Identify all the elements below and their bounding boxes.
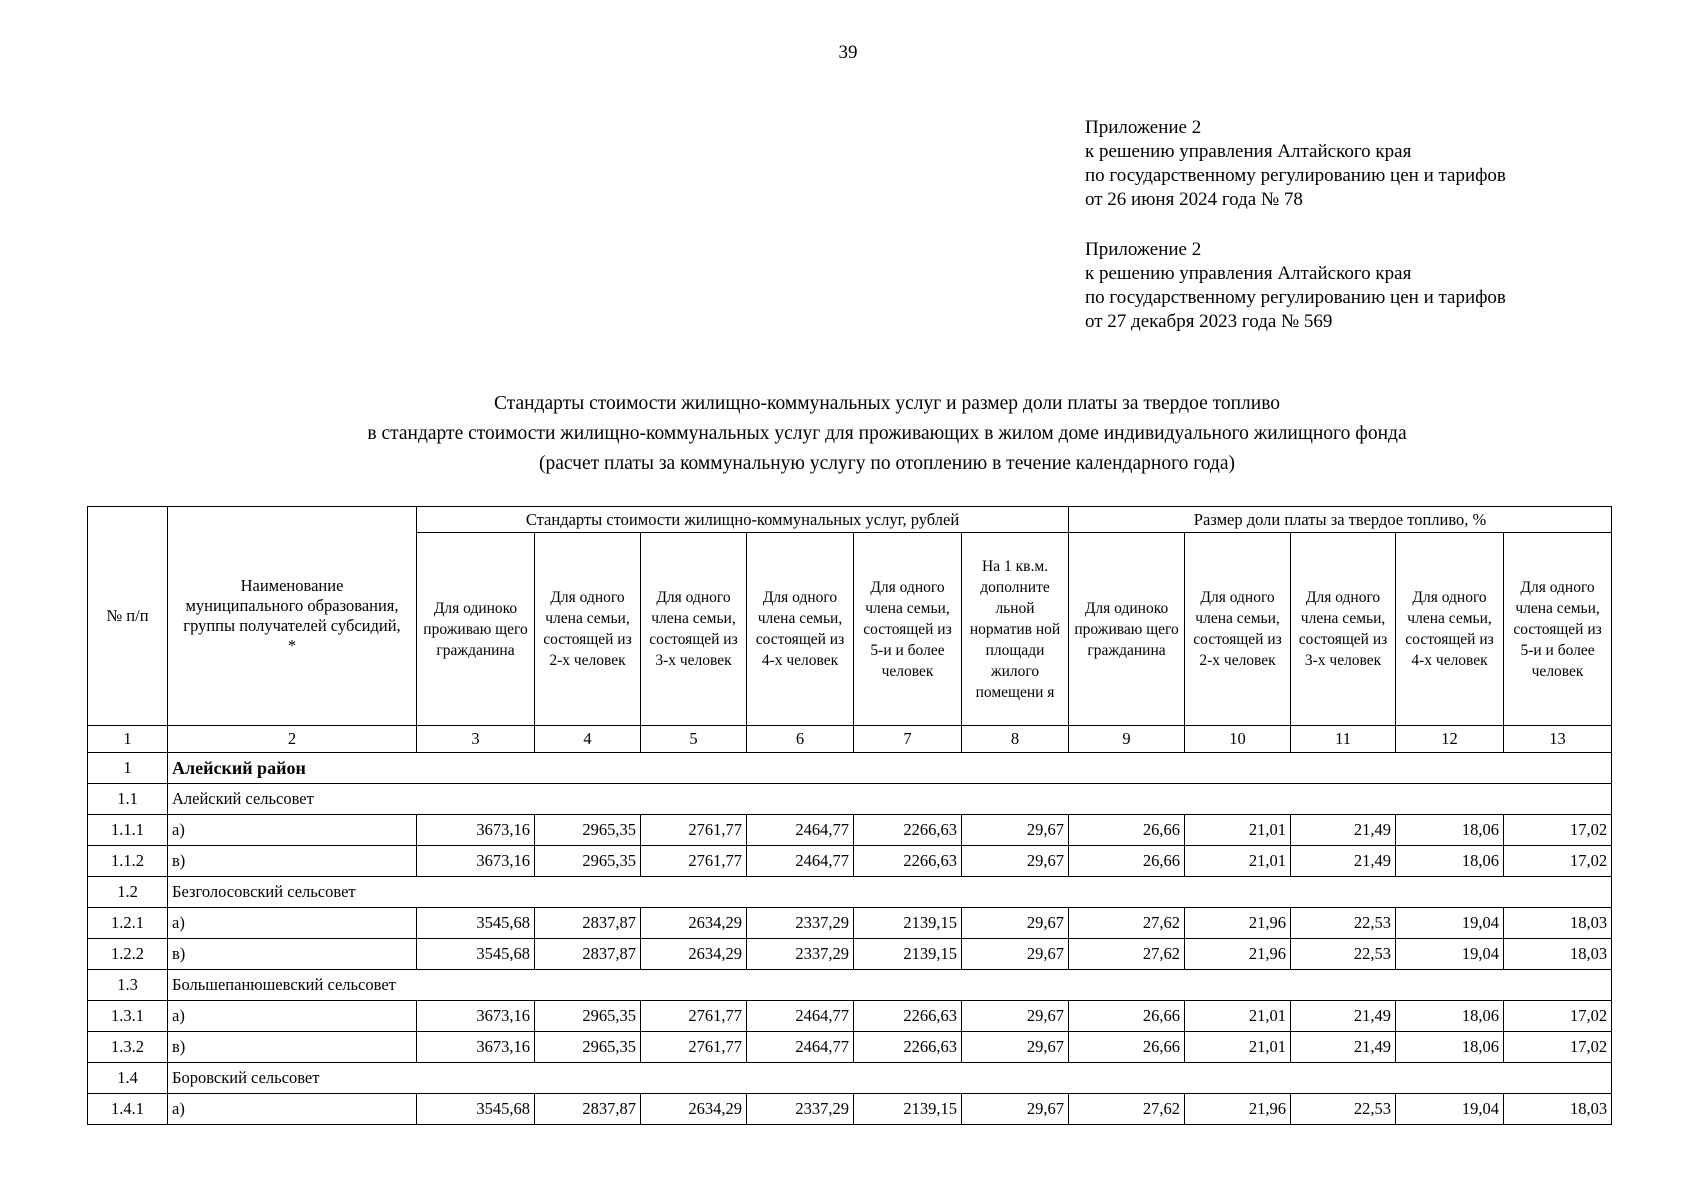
row-number: 1.4 bbox=[88, 1063, 168, 1094]
recipient-group: а) bbox=[168, 908, 417, 939]
value-cell: 17,02 bbox=[1504, 1001, 1612, 1032]
column-number: 2 bbox=[168, 726, 417, 753]
settlement-name: Большепанюшевский сельсовет bbox=[168, 970, 1612, 1001]
settlement-name: Алейский сельсовет bbox=[168, 784, 1612, 815]
value-cell: 22,53 bbox=[1291, 908, 1396, 939]
value-cell: 26,66 bbox=[1069, 846, 1185, 877]
column-number: 12 bbox=[1396, 726, 1504, 753]
settlement-row bbox=[88, 784, 1612, 815]
value-cell: 2965,35 bbox=[535, 815, 641, 846]
value-cell: 2464,77 bbox=[747, 1032, 854, 1063]
title-line: в стандарте стоимости жилищно-коммунальных услуг для проживающих в жилом доме индивидуального жилищного фонда bbox=[367, 423, 1407, 444]
value-cell: 17,02 bbox=[1504, 846, 1612, 877]
value-cell: 22,53 bbox=[1291, 1094, 1396, 1125]
value-cell: 18,03 bbox=[1504, 1094, 1612, 1125]
value-cell: 29,67 bbox=[962, 1001, 1069, 1032]
value-cell: 2266,63 bbox=[854, 815, 962, 846]
value-cell: 3673,16 bbox=[417, 815, 535, 846]
value-cell: 3673,16 bbox=[417, 846, 535, 877]
value-cell: 21,96 bbox=[1185, 939, 1291, 970]
value-cell: 18,03 bbox=[1504, 939, 1612, 970]
title-line: Стандарты стоимости жилищно-коммунальных услуг и размер доли платы за твердое топливо bbox=[493, 393, 1281, 414]
value-cell: 2761,77 bbox=[641, 815, 747, 846]
value-cell: 18,06 bbox=[1396, 846, 1504, 877]
value-cell: 22,53 bbox=[1291, 939, 1396, 970]
value-cell: 2464,77 bbox=[747, 1001, 854, 1032]
recipient-group: а) bbox=[168, 815, 417, 846]
table-row bbox=[88, 846, 1612, 877]
value-cell: 17,02 bbox=[1504, 815, 1612, 846]
value-cell: 2634,29 bbox=[641, 908, 747, 939]
row-number: 1 bbox=[88, 753, 168, 784]
value-cell: 27,62 bbox=[1069, 939, 1185, 970]
header-fuel-single: Для одиноко проживаю щего гражданина bbox=[1069, 533, 1185, 726]
value-cell: 2139,15 bbox=[854, 908, 962, 939]
value-cell: 18,06 bbox=[1396, 815, 1504, 846]
value-cell: 2837,87 bbox=[535, 939, 641, 970]
value-cell: 21,01 bbox=[1185, 1032, 1291, 1063]
settlement-name: Боровский сельсовет bbox=[168, 1063, 1612, 1094]
appendix-line: к решению управления Алтайского края bbox=[1085, 141, 1412, 162]
row-number: 1.3.2 bbox=[88, 1032, 168, 1063]
column-number: 8 bbox=[962, 726, 1069, 753]
district-row bbox=[88, 753, 1612, 784]
header-number: № п/п bbox=[88, 507, 168, 726]
value-cell: 19,04 bbox=[1396, 908, 1504, 939]
value-cell: 19,04 bbox=[1396, 939, 1504, 970]
tariff-table bbox=[87, 506, 1612, 1125]
header-fuel-3-persons: Для одного члена семьи, состоящей из 3-х человек bbox=[1291, 533, 1396, 726]
value-cell: 3673,16 bbox=[417, 1032, 535, 1063]
value-cell: 26,66 bbox=[1069, 1032, 1185, 1063]
row-number: 1.2.1 bbox=[88, 908, 168, 939]
row-number: 1.2.2 bbox=[88, 939, 168, 970]
value-cell: 3545,68 bbox=[417, 1094, 535, 1125]
value-cell: 2337,29 bbox=[747, 1094, 854, 1125]
value-cell: 21,01 bbox=[1185, 815, 1291, 846]
value-cell: 18,03 bbox=[1504, 908, 1612, 939]
table-row bbox=[88, 815, 1612, 846]
value-cell: 21,49 bbox=[1291, 846, 1396, 877]
value-cell: 2266,63 bbox=[854, 1032, 962, 1063]
recipient-group: в) bbox=[168, 846, 417, 877]
header-cost-5-persons: Для одного члена семьи, состоящей из 5-и и более человек bbox=[854, 533, 962, 726]
row-number: 1.1.2 bbox=[88, 846, 168, 877]
column-number: 9 bbox=[1069, 726, 1185, 753]
value-cell: 2337,29 bbox=[747, 939, 854, 970]
value-cell: 18,06 bbox=[1396, 1032, 1504, 1063]
appendix-line: от 27 декабря 2023 года № 569 bbox=[1085, 311, 1333, 332]
recipient-group: в) bbox=[168, 1032, 417, 1063]
header-cost-4-persons: Для одного члена семьи, состоящей из 4-х человек bbox=[747, 533, 854, 726]
value-cell: 21,49 bbox=[1291, 815, 1396, 846]
row-number: 1.3 bbox=[88, 970, 168, 1001]
value-cell: 21,96 bbox=[1185, 1094, 1291, 1125]
settlement-row bbox=[88, 877, 1612, 908]
document-title bbox=[0, 389, 1696, 479]
row-number: 1.4.1 bbox=[88, 1094, 168, 1125]
value-cell: 29,67 bbox=[962, 939, 1069, 970]
header-cost-3-persons: Для одного члена семьи, состоящей из 3-х человек bbox=[641, 533, 747, 726]
appendix-previous-block bbox=[1085, 238, 1506, 334]
row-number: 1.2 bbox=[88, 877, 168, 908]
appendix-line: от 26 июня 2024 года № 78 bbox=[1085, 189, 1303, 210]
table-row bbox=[88, 1032, 1612, 1063]
row-number: 1.1.1 bbox=[88, 815, 168, 846]
header-fuel-2-persons: Для одного члена семьи, состоящей из 2-х человек bbox=[1185, 533, 1291, 726]
value-cell: 17,02 bbox=[1504, 1032, 1612, 1063]
recipient-group: в) bbox=[168, 939, 417, 970]
table-row bbox=[88, 939, 1612, 970]
value-cell: 21,96 bbox=[1185, 908, 1291, 939]
value-cell: 2464,77 bbox=[747, 815, 854, 846]
district-name: Алейский район bbox=[168, 753, 1612, 784]
table-row bbox=[88, 1001, 1612, 1032]
value-cell: 29,67 bbox=[962, 1094, 1069, 1125]
appendix-line: Приложение 2 bbox=[1085, 117, 1202, 138]
column-number: 11 bbox=[1291, 726, 1396, 753]
header-cost-single: Для одиноко проживаю щего гражданина bbox=[417, 533, 535, 726]
value-cell: 26,66 bbox=[1069, 815, 1185, 846]
value-cell: 2464,77 bbox=[747, 846, 854, 877]
value-cell: 2837,87 bbox=[535, 1094, 641, 1125]
header-cost-per-sqm: На 1 кв.м. дополните льной норматив ной площади жилого помещени я bbox=[962, 533, 1069, 726]
value-cell: 27,62 bbox=[1069, 1094, 1185, 1125]
value-cell: 2139,15 bbox=[854, 939, 962, 970]
column-number: 3 bbox=[417, 726, 535, 753]
value-cell: 27,62 bbox=[1069, 908, 1185, 939]
header-group-fuel-share: Размер доли платы за твердое топливо, % bbox=[1069, 507, 1612, 533]
value-cell: 2266,63 bbox=[854, 1001, 962, 1032]
value-cell: 2965,35 bbox=[535, 846, 641, 877]
value-cell: 29,67 bbox=[962, 846, 1069, 877]
title-line: (расчет платы за коммунальную услугу по отоплению в течение календарного года) bbox=[539, 453, 1235, 474]
value-cell: 2965,35 bbox=[535, 1001, 641, 1032]
header-fuel-5-persons: Для одного члена семьи, состоящей из 5-и и более человек bbox=[1504, 533, 1612, 726]
column-number-row bbox=[88, 726, 1612, 753]
value-cell: 3673,16 bbox=[417, 1001, 535, 1032]
value-cell: 21,49 bbox=[1291, 1001, 1396, 1032]
column-number: 6 bbox=[747, 726, 854, 753]
value-cell: 2761,77 bbox=[641, 1032, 747, 1063]
appendix-line: по государственному регулированию цен и тарифов bbox=[1085, 165, 1506, 186]
value-cell: 21,01 bbox=[1185, 846, 1291, 877]
settlement-name: Безголосовский сельсовет bbox=[168, 877, 1612, 908]
table-row bbox=[88, 908, 1612, 939]
column-number: 10 bbox=[1185, 726, 1291, 753]
recipient-group: а) bbox=[168, 1001, 417, 1032]
appendix-current-block bbox=[1085, 116, 1506, 212]
value-cell: 26,66 bbox=[1069, 1001, 1185, 1032]
row-number: 1.1 bbox=[88, 784, 168, 815]
appendix-line: Приложение 2 bbox=[1085, 239, 1202, 260]
column-number: 5 bbox=[641, 726, 747, 753]
appendix-line: по государственному регулированию цен и тарифов bbox=[1085, 287, 1506, 308]
value-cell: 2266,63 bbox=[854, 846, 962, 877]
value-cell: 2965,35 bbox=[535, 1032, 641, 1063]
recipient-group: а) bbox=[168, 1094, 417, 1125]
column-number: 13 bbox=[1504, 726, 1612, 753]
value-cell: 29,67 bbox=[962, 1032, 1069, 1063]
value-cell: 2837,87 bbox=[535, 908, 641, 939]
column-number: 7 bbox=[854, 726, 962, 753]
value-cell: 2139,15 bbox=[854, 1094, 962, 1125]
value-cell: 21,49 bbox=[1291, 1032, 1396, 1063]
value-cell: 2337,29 bbox=[747, 908, 854, 939]
header-municipality: Наименование муниципального образования, группы получателей субсидий, * bbox=[168, 507, 417, 726]
value-cell: 2634,29 bbox=[641, 939, 747, 970]
value-cell: 2634,29 bbox=[641, 1094, 747, 1125]
settlement-row bbox=[88, 970, 1612, 1001]
column-number: 4 bbox=[535, 726, 641, 753]
settlement-row bbox=[88, 1063, 1612, 1094]
page-number: 39 bbox=[838, 42, 858, 63]
value-cell: 19,04 bbox=[1396, 1094, 1504, 1125]
value-cell: 21,01 bbox=[1185, 1001, 1291, 1032]
value-cell: 2761,77 bbox=[641, 846, 747, 877]
row-number: 1.3.1 bbox=[88, 1001, 168, 1032]
value-cell: 18,06 bbox=[1396, 1001, 1504, 1032]
value-cell: 3545,68 bbox=[417, 908, 535, 939]
value-cell: 2761,77 bbox=[641, 1001, 747, 1032]
table-row bbox=[88, 1094, 1612, 1125]
column-number: 1 bbox=[88, 726, 168, 753]
header-group-standards: Стандарты стоимости жилищно-коммунальных услуг, рублей bbox=[417, 507, 1069, 533]
value-cell: 29,67 bbox=[962, 815, 1069, 846]
value-cell: 3545,68 bbox=[417, 939, 535, 970]
appendix-line: к решению управления Алтайского края bbox=[1085, 263, 1412, 284]
header-fuel-4-persons: Для одного члена семьи, состоящей из 4-х человек bbox=[1396, 533, 1504, 726]
value-cell: 29,67 bbox=[962, 908, 1069, 939]
header-cost-2-persons: Для одного члена семьи, состоящей из 2-х человек bbox=[535, 533, 641, 726]
